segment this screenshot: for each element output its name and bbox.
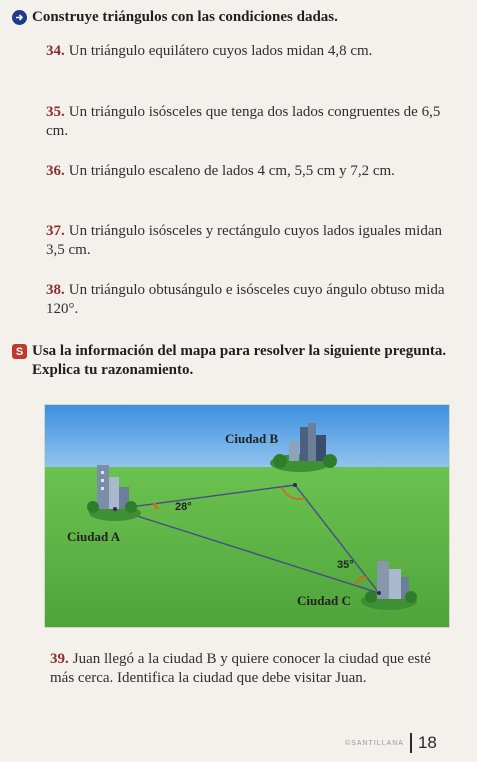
exercise-text: Un triángulo escaleno de lados 4 cm, 5,5 cm y 7,2 cm. xyxy=(68,163,395,179)
section-b-header xyxy=(12,342,467,380)
city-c-label: Ciudad C xyxy=(297,593,351,608)
exercise-37 xyxy=(46,222,456,260)
section-b-badge: S xyxy=(12,344,27,359)
exercise-number: 37. xyxy=(46,223,65,239)
circle-arrow-icon xyxy=(12,10,27,25)
exercise-text: Un triángulo obtusángulo e isósceles cuyo ángulo obtuso mida 120°. xyxy=(46,282,445,317)
publisher-brand: ©SANTILLANA xyxy=(345,739,404,747)
vertex-a xyxy=(113,507,117,511)
vertex-c xyxy=(377,591,381,595)
exercise-38 xyxy=(46,281,456,319)
footer-divider xyxy=(410,733,412,753)
section-a-instruction: Construye triángulos con las condiciones dadas. xyxy=(32,9,338,25)
vertex-b xyxy=(293,483,297,487)
exercise-text: Un triángulo isósceles y rectángulo cuyos lados iguales midan 3,5 cm. xyxy=(46,223,442,258)
angle-a-label: 28° xyxy=(175,501,192,513)
exercise-number: 36. xyxy=(46,163,65,179)
exercise-35 xyxy=(46,103,456,141)
exercise-number: 34. xyxy=(46,43,65,59)
city-map xyxy=(44,404,450,628)
exercise-text: Un triángulo isósceles que tenga dos lados congruentes de 6,5 cm. xyxy=(46,104,441,139)
page-footer xyxy=(345,732,465,754)
section-b-instruction: Usa la información del mapa para resolver la siguiente pregunta. Explica tu razonamiento. xyxy=(32,343,447,378)
exercise-number: 35. xyxy=(46,104,65,120)
city-b-label: Ciudad B xyxy=(225,431,279,446)
section-a-header xyxy=(12,8,467,27)
exercise-number: 38. xyxy=(46,282,65,298)
exercise-text: Juan llegó a la ciudad B y quiere conocer la ciudad que esté más cerca. Identifica la ciudad que debe visitar Juan. xyxy=(50,651,431,686)
exercise-text: Un triángulo equilátero cuyos lados midan 4,8 cm. xyxy=(68,43,373,59)
page-number: 18 xyxy=(417,733,437,752)
city-a-label: Ciudad A xyxy=(67,529,121,544)
angle-c-label: 35° xyxy=(337,559,354,571)
exercise-34 xyxy=(46,42,456,61)
exercise-number: 39. xyxy=(50,651,69,667)
exercise-39 xyxy=(50,650,455,688)
exercise-36 xyxy=(46,162,456,181)
